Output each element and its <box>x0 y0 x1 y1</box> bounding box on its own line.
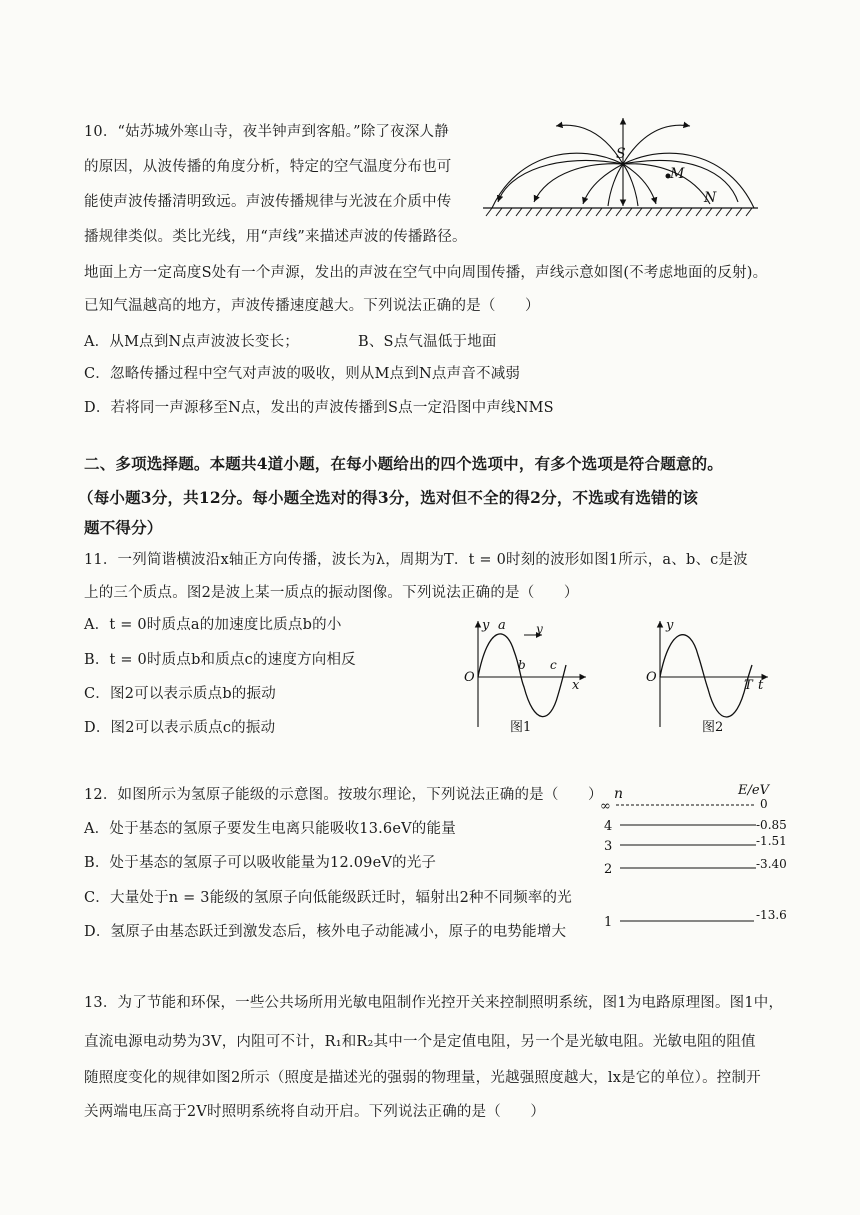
q12-option-b: B．处于基态的氢原子可以吸收能量为12.09eV的光子 <box>84 855 437 871</box>
fig1-label-a: a <box>498 618 506 633</box>
q10-line-6: 已知气温越高的地方，声波传播速度越大。下列说法正确的是（ ） <box>84 298 540 314</box>
energy-axis-label: E/eV <box>738 783 769 798</box>
fig2-y-axis-label: y <box>666 618 674 633</box>
fig2-origin-label: O <box>646 670 657 685</box>
label-m: M <box>670 166 685 182</box>
fig1-caption: 图1 <box>510 720 532 735</box>
q10-line-4: 播规律类似。类比光线，用“声线”来描述声波的传播路径。 <box>84 229 467 245</box>
fig1-origin-label: O <box>464 670 475 685</box>
q10-option-d: D．若将同一声源移至N点，发出的声波传播到S点一定沿图中声线NMS <box>84 400 554 416</box>
fig2-t-axis-label: t <box>758 678 764 693</box>
ground-hatch <box>486 208 752 216</box>
level-1-energy: -13.6 <box>756 908 787 922</box>
q10-line-3: 能使声波传播清明致远。声波传播规律与光波在介质中传 <box>84 194 452 210</box>
q10-line-1: 10．“姑苏城外寒山寺，夜半钟声到客船。”除了夜深人静 <box>84 124 449 140</box>
n-axis-label: n <box>614 786 624 802</box>
level-2-n: 2 <box>604 862 613 877</box>
q12-option-d: D．氢原子由基态跃迁到激发态后，核外电子动能减小，原子的电势能增大 <box>84 924 567 940</box>
fig1-velocity-label: y <box>536 622 543 636</box>
label-s: S <box>616 146 626 162</box>
fig2-caption: 图2 <box>702 720 724 735</box>
level-1-n: 1 <box>604 915 613 930</box>
q10-line-2: 的原因，从波传播的角度分析，特定的空气温度分布也可 <box>84 159 452 175</box>
vibration-curve <box>660 635 752 717</box>
label-n: N <box>704 190 717 206</box>
fig1-x-axis-label: x <box>572 678 580 693</box>
level-3-n: 3 <box>604 839 613 854</box>
q11-option-d: D．图2可以表示质点c的振动 <box>84 720 276 736</box>
q13-line-4: 关两端电压高于2V时照明系统将自动开启。下列说法正确的是（ ） <box>84 1104 546 1120</box>
wave-figure-1 <box>458 615 598 740</box>
section-2-rules-end: 题不得分） <box>84 518 163 537</box>
section-2-rules: （每小题3分，共12分。每小题全选对的得3分，选对但不全的得2分，不选或有选错的该 <box>78 488 699 507</box>
level-inf-energy: 0 <box>760 797 768 811</box>
q13-line-3: 随照度变化的规律如图2所示（照度是描述光的强弱的物理量，光越强照度越大，lx是它的单位）。控制开 <box>84 1070 761 1086</box>
wave-figure-2 <box>640 615 780 740</box>
level-2-energy: -3.40 <box>756 857 787 871</box>
fig1-y-axis-label: y <box>482 618 490 633</box>
q10-line-5: 地面上方一定高度S处有一个声源，发出的声波在空气中向周围传播，声线示意如图(不考虑地面的反射)。 <box>84 265 768 281</box>
level-inf-n: ∞ <box>600 799 611 814</box>
q13-line-1: 13．为了节能和环保，一些公共场所用光敏电阻制作光控开关来控制照明系统，图1为电路原理图。图1中， <box>84 995 784 1011</box>
level-4-energy: -0.85 <box>756 818 787 832</box>
q10-option-b: B、S点气温低于地面 <box>358 334 497 350</box>
q11-option-a: A．t = 0时质点a的加速度比质点b的小 <box>84 617 342 633</box>
energy-level-diagram <box>596 778 796 938</box>
section-2-title: 二、多项选择题。本题共4道小题，在每小题给出的四个选项中，有多个选项是符合题意的。 <box>84 454 723 473</box>
fig1-label-b: b <box>518 658 526 672</box>
level-3-energy: -1.51 <box>756 834 787 848</box>
q10-option-c: C．忽略传播过程中空气对声波的吸收，则从M点到N点声音不减弱 <box>84 366 521 382</box>
q11-option-b: B．t = 0时质点b和质点c的速度方向相反 <box>84 652 356 668</box>
q13-line-2: 直流电源电动势为3V，内阻可不计，R₁和R₂其中一个是定值电阻，另一个是光敏电阻。光敏电阻的阻值 <box>84 1034 756 1050</box>
q10-option-a: A．从M点到N点声波波长变长； <box>84 334 300 350</box>
q11-line-1: 11．一列简谐横波沿x轴正方向传播，波长为λ，周期为T．t = 0时刻的波形如图1所示，a、b、c是波 <box>84 552 748 568</box>
level-4-n: 4 <box>604 819 613 834</box>
q11-line-2: 上的三个质点。图2是波上某一质点的振动图像。下列说法正确的是（ ） <box>84 585 579 601</box>
q11-option-c: C．图2可以表示质点b的振动 <box>84 686 276 702</box>
sound-ray-diagram <box>478 112 768 222</box>
q12-option-a: A．处于基态的氢原子要发生电离只能吸收13.6eV的能量 <box>84 821 456 837</box>
q12-option-c: C．大量处于n = 3能级的氢原子向低能级跃迁时，辐射出2种不同频率的光 <box>84 890 572 906</box>
wave-curve-1 <box>478 634 566 717</box>
fig2-period-label: T <box>744 678 753 693</box>
fig1-label-c: c <box>550 658 557 672</box>
q12-line-1: 12．如图所示为氢原子能级的示意图。按玻尔理论，下列说法正确的是（ ） <box>84 787 603 803</box>
